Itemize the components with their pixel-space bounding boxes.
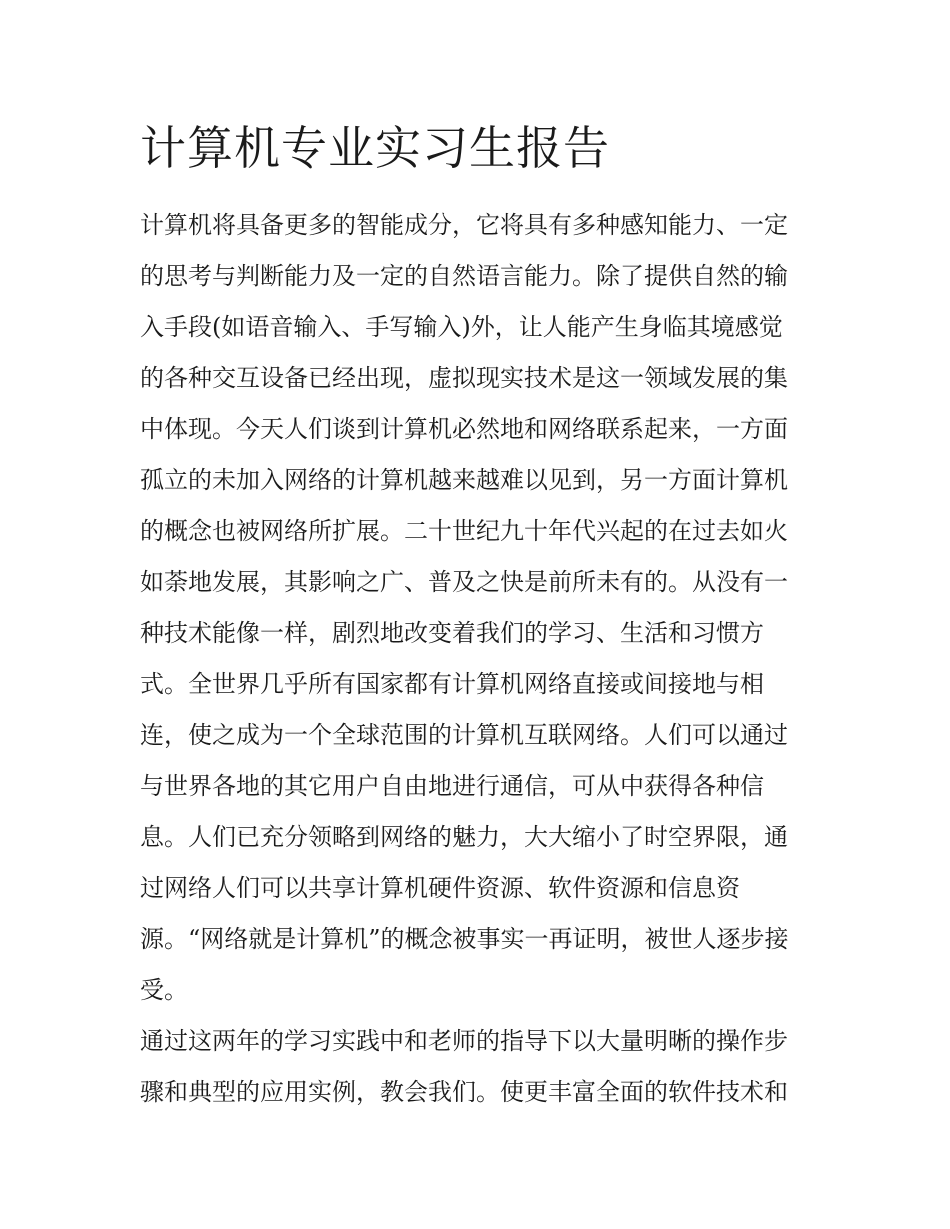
text-line: 入手段(如语音输入、手写输入)外，让人能产生身临其境感觉 <box>140 313 783 341</box>
text-line: 孤立的未加入网络的计算机越来越难以见到，另一方面计算机 <box>140 466 788 494</box>
text-line: 源。“网络就是计算机”的概念被事实一再证明，被世人逐步接 <box>140 925 789 953</box>
text-line: 通过这两年的学习实践中和老师的指导下以大量明晰的操作步 <box>140 1027 788 1055</box>
text-line: 受。 <box>140 976 188 1004</box>
text-line: 式。全世界几乎所有国家都有计算机网络直接或间接地与相 <box>140 670 764 698</box>
text-line: 计算机将具备更多的智能成分，它将具有多种感知能力、一定 <box>140 211 788 239</box>
text-line: 的思考与判断能力及一定的自然语言能力。除了提供自然的输 <box>140 262 788 290</box>
text-line: 骤和典型的应用实例，教会我们。使更丰富全面的软件技术和 <box>140 1078 788 1106</box>
text-line: 连，使之成为一个全球范围的计算机互联网络。人们可以通过 <box>140 721 788 749</box>
text-line: 息。人们已充分领略到网络的魅力，大大缩小了时空界限，通 <box>140 823 788 851</box>
text-line: 如荼地发展，其影响之广、普及之快是前所未有的。从没有一 <box>140 568 788 596</box>
text-line: 与世界各地的其它用户自由地进行通信，可从中获得各种信 <box>140 772 764 800</box>
body-text <box>140 200 820 1118</box>
text-line: 的各种交互设备已经出现，虚拟现实技术是这一领域发展的集 <box>140 364 788 392</box>
text-line: 的概念也被网络所扩展。二十世纪九十年代兴起的在过去如火 <box>140 517 788 545</box>
text-line: 种技术能像一样，剧烈地改变着我们的学习、生活和习惯方 <box>140 619 764 647</box>
text-line: 过网络人们可以共享计算机硬件资源、软件资源和信息资 <box>140 874 740 902</box>
page-title: 计算机专业实习生报告 <box>140 121 610 175</box>
text-line: 中体现。今天人们谈到计算机必然地和网络联系起来，一方面 <box>140 415 788 443</box>
